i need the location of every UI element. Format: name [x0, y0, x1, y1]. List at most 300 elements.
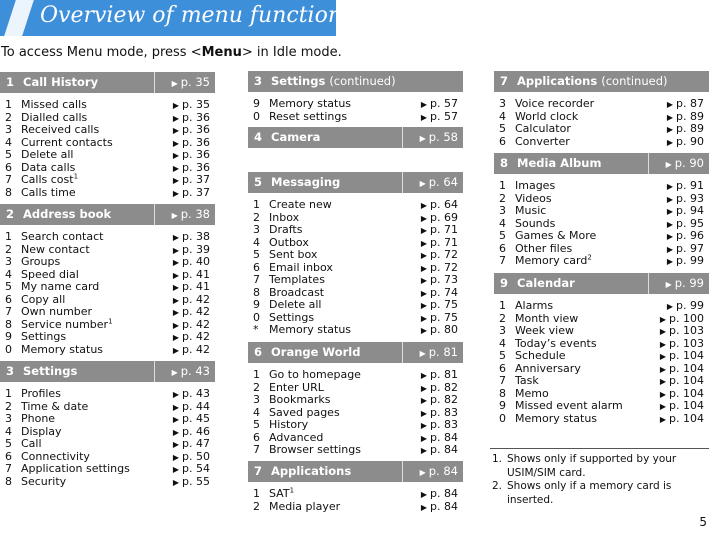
menu-item-list [248, 488, 463, 513]
section-name: Settings [23, 364, 78, 378]
arrow-right-icon: ▶ [420, 213, 428, 223]
menu-item-number: 4 [5, 424, 12, 438]
arrow-right-icon: ▶ [172, 415, 180, 424]
menu-item-number: 5 [253, 248, 260, 261]
footnote-mark: 1 [73, 172, 79, 181]
arrow-right-icon: ▶ [419, 134, 426, 143]
header-divider [154, 72, 155, 93]
menu-item-list [0, 388, 215, 488]
arrow-right-icon: ▶ [419, 349, 426, 358]
menu-item-page [654, 136, 704, 150]
menu-item-text: Phone [21, 412, 56, 425]
menu-item-number: 8 [5, 185, 12, 199]
menu-item-number: 9 [499, 399, 506, 412]
section-name: Applications [517, 74, 598, 88]
continued-label: (continued) [601, 74, 668, 88]
arrow-right-icon: ▶ [666, 100, 674, 109]
menu-item-page-ref: p. 84 [430, 430, 458, 444]
footnote-mark: 1 [289, 486, 295, 495]
section-name: Messaging [271, 175, 341, 189]
arrow-right-icon: ▶ [420, 408, 428, 418]
arrow-right-icon: ▶ [172, 308, 180, 317]
menu-item-text: Current contacts [21, 135, 113, 149]
menu-item-number: 6 [499, 134, 506, 148]
menu-item-text: Memory status [515, 411, 598, 425]
section-header [248, 127, 463, 148]
menu-item-text: Own number [21, 305, 93, 318]
menu-item-page [408, 324, 458, 338]
menu-item-list [494, 98, 709, 148]
menu-item-page-ref: p. 40 [182, 255, 210, 268]
menu-item-page-ref: p. 84 [430, 487, 458, 500]
menu-item-number: 1 [499, 179, 506, 192]
menu-item-text: Call [21, 437, 42, 450]
menu-item-page-ref: p. 82 [430, 393, 458, 406]
menu-item-page-ref: p. 89 [676, 109, 704, 123]
menu-item-number: 4 [5, 267, 12, 281]
section-header [248, 172, 463, 193]
menu-item-number: 6 [253, 260, 260, 274]
menu-item-page-ref: p. 71 [430, 235, 458, 249]
menu-item-text: Profiles [21, 387, 61, 400]
menu-item-text: Delete all [21, 148, 74, 161]
section-messaging [248, 172, 463, 337]
menu-item-page-ref: p. 44 [182, 399, 210, 413]
section-number: 5 [254, 175, 263, 189]
arrow-right-icon: ▶ [420, 288, 428, 298]
menu-item-page-ref: p. 91 [676, 179, 704, 192]
menu-item-text: Memory card [515, 254, 588, 267]
menu-item-text: Sounds [515, 216, 556, 230]
arrow-right-icon: ▶ [666, 257, 674, 266]
section-page [408, 342, 458, 364]
menu-item-number: * [253, 323, 259, 336]
menu-item-page-ref: p. 72 [430, 248, 458, 261]
menu-item-number: 5 [253, 418, 260, 431]
menu-item-page-ref: p. 36 [182, 110, 210, 124]
arrow-right-icon: ▶ [420, 433, 428, 443]
menu-item-number: 1 [253, 368, 260, 381]
menu-item-page [408, 111, 458, 125]
menu-item-text: Templates [269, 273, 325, 286]
menu-item-text: Media player [269, 499, 341, 513]
menu-item-page-ref: p. 84 [430, 499, 458, 513]
menu-item-text: Settings [21, 330, 67, 343]
menu-item-text: Service number [21, 317, 109, 331]
menu-item-number: 1 [5, 230, 12, 243]
arrow-right-icon: ▶ [172, 333, 180, 342]
menu-item-text: Settings [269, 310, 315, 324]
section-header [494, 71, 709, 92]
arrow-right-icon: ▶ [420, 276, 428, 285]
menu-item-page-ref: p. 42 [182, 317, 210, 331]
arrow-right-icon: ▶ [172, 151, 180, 160]
intro-after: > in Idle mode. [241, 45, 342, 60]
menu-item-text: Anniversary [515, 361, 581, 375]
menu-item-text: Missed calls [21, 98, 87, 111]
arrow-right-icon: ▶ [659, 377, 667, 386]
arrow-right-icon: ▶ [420, 313, 428, 323]
menu-item-text: Time & date [21, 399, 89, 413]
menu-item-number: 7 [499, 254, 506, 267]
section-number: 2 [6, 207, 15, 221]
section-name: Camera [271, 130, 321, 144]
section-number: 4 [254, 130, 263, 144]
section-page-ref: p. 81 [428, 345, 458, 359]
menu-item-number: 2 [5, 110, 12, 124]
footnote-text: Shows only if supported by your USIM/SIM card. [507, 453, 677, 479]
menu-item [248, 501, 463, 514]
section-header [248, 71, 463, 92]
menu-item-number: 6 [253, 430, 260, 444]
menu-item-page [408, 501, 458, 515]
menu-item-number: 4 [253, 235, 260, 249]
menu-item-number: 2 [253, 210, 260, 224]
section-number: 8 [500, 156, 509, 170]
arrow-right-icon: ▶ [420, 112, 428, 122]
menu-item-number: 4 [499, 216, 506, 230]
menu-item-number: 3 [5, 412, 12, 425]
menu-item-number: 3 [499, 97, 506, 110]
section-media-album [494, 153, 709, 268]
menu-item-number: 2 [5, 242, 12, 256]
menu-item-text: Inbox [269, 210, 300, 224]
section-name: Call History [23, 75, 99, 89]
arrow-right-icon: ▶ [172, 465, 180, 474]
footnote-mark: 2 [587, 253, 592, 262]
menu-item-page-ref: p. 93 [676, 191, 704, 205]
menu-item-page [160, 187, 210, 201]
arrow-right-icon: ▶ [172, 245, 180, 255]
menu-item-page-ref: p. 71 [430, 223, 458, 236]
footnote [492, 480, 712, 507]
menu-item-number: 5 [499, 229, 506, 242]
arrow-right-icon: ▶ [171, 211, 178, 220]
section-title [23, 361, 77, 382]
arrow-right-icon: ▶ [172, 113, 180, 123]
menu-item-page-ref: p. 42 [182, 292, 210, 306]
header-divider [648, 273, 649, 294]
menu-item-number: 8 [5, 317, 12, 331]
menu-item-label [21, 476, 66, 489]
menu-item-page-ref: p. 99 [676, 299, 704, 312]
menu-item-number: 8 [499, 386, 506, 400]
arrow-right-icon: ▶ [171, 79, 178, 88]
arrow-right-icon: ▶ [420, 490, 428, 499]
menu-item-page-ref: p. 47 [182, 437, 210, 450]
arrow-right-icon: ▶ [172, 233, 180, 242]
menu-item-number: 6 [5, 160, 12, 174]
menu-item-page-ref: p. 104 [669, 361, 704, 375]
menu-item-page-ref: p. 39 [182, 242, 210, 256]
menu-item-text: Display [21, 424, 62, 438]
section-title [517, 273, 575, 294]
menu-item-page-ref: p. 38 [182, 230, 210, 243]
menu-item-text: Speed dial [21, 267, 79, 281]
continued-label: (continued) [329, 74, 396, 88]
section-applications-continued [494, 71, 709, 148]
menu-item [248, 444, 463, 457]
section-header [0, 204, 215, 225]
menu-item-number: 0 [5, 342, 12, 356]
header-divider [154, 361, 155, 382]
arrow-right-icon: ▶ [172, 138, 180, 148]
arrow-right-icon: ▶ [666, 125, 674, 134]
menu-item-page-ref: p. 74 [430, 285, 458, 299]
menu-item-page-ref: p. 64 [430, 198, 458, 211]
section-page [408, 127, 458, 149]
menu-item-text: Calculator [515, 122, 571, 135]
menu-item-page-ref: p. 89 [676, 122, 704, 135]
menu-item-page-ref: p. 42 [182, 305, 210, 318]
footnote-number: 1. [492, 453, 503, 465]
menu-item-text: Memory status [21, 342, 104, 356]
section-title [271, 461, 351, 482]
section-header [248, 342, 463, 363]
menu-item-text: Broadcast [269, 285, 325, 299]
menu-item-text: Browser settings [269, 443, 361, 456]
section-title [23, 204, 111, 225]
menu-item-text: Alarms [515, 299, 554, 312]
arrow-right-icon: ▶ [172, 427, 180, 437]
menu-item-text: Calls time [21, 185, 76, 199]
menu-item-text: Delete all [269, 298, 322, 311]
arrow-right-icon: ▶ [419, 179, 426, 188]
section-name: Orange World [271, 345, 361, 359]
menu-item-text: Create new [269, 198, 332, 211]
menu-item-number: 3 [5, 123, 12, 136]
arrow-right-icon: ▶ [659, 339, 667, 349]
menu-item-text: Task [515, 374, 539, 387]
menu-item-text: Email inbox [269, 260, 333, 274]
menu-item-page-ref: p. 104 [669, 349, 704, 362]
section-page-ref: p. 64 [428, 175, 458, 189]
menu-item-number: 3 [499, 324, 506, 337]
arrow-right-icon: ▶ [172, 402, 180, 412]
arrow-right-icon: ▶ [659, 389, 667, 399]
menu-item-number: 2 [499, 191, 506, 205]
menu-item-text: Voice recorder [515, 97, 595, 110]
arrow-right-icon: ▶ [419, 468, 426, 477]
intro-before: To access Menu mode, press < [1, 45, 202, 60]
section-name: Applications [271, 464, 352, 478]
menu-item-page-ref: p. 96 [676, 229, 704, 242]
menu-item [494, 413, 709, 426]
menu-item-page-ref: p. 36 [182, 135, 210, 149]
menu-item-page-ref: p. 99 [676, 254, 704, 267]
menu-item-text: Drafts [269, 223, 303, 236]
menu-item-text: Received calls [21, 123, 100, 136]
section-name: Settings [271, 74, 326, 88]
menu-item-number: 0 [499, 411, 506, 425]
menu-item-page [654, 255, 704, 269]
arrow-right-icon: ▶ [172, 126, 180, 135]
menu-item-page-ref: p. 84 [430, 443, 458, 456]
menu-item-text: Week view [515, 324, 574, 337]
arrow-right-icon: ▶ [172, 258, 180, 267]
section-page-ref: p. 84 [428, 464, 458, 478]
arrow-right-icon: ▶ [172, 295, 180, 305]
menu-item [0, 344, 215, 357]
menu-item-number: 6 [499, 241, 506, 255]
section-calendar [494, 273, 709, 425]
menu-item-number: 6 [5, 292, 12, 306]
section-page-ref: p. 58 [428, 130, 458, 144]
menu-item-label [269, 444, 361, 457]
menu-item-text: New contact [21, 242, 90, 256]
menu-item-text: Reset settings [269, 109, 348, 123]
menu-item-text: Advanced [269, 430, 324, 444]
menu-item-page-ref: p. 73 [430, 273, 458, 286]
menu-item-number: 9 [253, 97, 260, 110]
arrow-right-icon: ▶ [659, 402, 667, 411]
arrow-right-icon: ▶ [172, 176, 180, 185]
arrow-right-icon: ▶ [666, 194, 674, 204]
arrow-right-icon: ▶ [666, 244, 674, 254]
menu-item-page-ref: p. 45 [182, 412, 210, 425]
menu-key: Menu [201, 45, 242, 60]
section-page-ref: p. 43 [180, 364, 210, 378]
menu-item-page-ref: p. 36 [182, 160, 210, 174]
arrow-right-icon: ▶ [420, 301, 428, 310]
section-number: 3 [6, 364, 15, 378]
section-title [271, 172, 340, 193]
section-settings [0, 361, 215, 488]
menu-item-number: 7 [499, 374, 506, 387]
arrow-right-icon: ▶ [659, 414, 667, 424]
menu-item-text: Other files [515, 241, 573, 255]
menu-item-number: 5 [5, 148, 12, 161]
section-header [248, 461, 463, 482]
menu-item-label [515, 255, 592, 268]
section-title [517, 71, 668, 92]
menu-item-page-ref: p. 80 [430, 323, 458, 336]
menu-item-page-ref: p. 41 [182, 280, 210, 293]
menu-item-text: Connectivity [21, 449, 90, 463]
section-page [654, 153, 704, 175]
menu-item-text: Search contact [21, 230, 104, 243]
menu-item-page-ref: p. 43 [182, 387, 210, 400]
menu-item-label [269, 324, 351, 337]
footnotes [492, 453, 712, 507]
section-name: Media Album [517, 156, 602, 170]
arrow-right-icon: ▶ [666, 182, 674, 191]
menu-item-page-ref: p. 42 [182, 330, 210, 343]
section-page-ref: p. 90 [674, 156, 704, 170]
menu-item-number: 3 [253, 393, 260, 406]
menu-item-page-ref: p. 90 [676, 134, 704, 148]
menu-item-text: Music [515, 204, 547, 217]
arrow-right-icon: ▶ [172, 320, 180, 330]
section-camera [248, 127, 463, 148]
section-number: 6 [254, 345, 263, 359]
menu-item-number: 2 [5, 399, 12, 413]
menu-item-text: SAT [269, 487, 290, 500]
menu-item-page-ref: p. 50 [182, 449, 210, 463]
menu-item-text: My name card [21, 280, 100, 293]
menu-item-label [21, 187, 76, 200]
menu-item-text: Groups [21, 255, 61, 268]
section-name: Calendar [517, 276, 575, 290]
menu-item-page-ref: p. 104 [669, 399, 704, 412]
section-title [271, 71, 396, 92]
menu-item-number: 7 [253, 443, 260, 456]
menu-item-number: 2 [253, 380, 260, 394]
arrow-right-icon: ▶ [666, 302, 674, 311]
section-call-history [0, 72, 215, 199]
menu-item-page-ref: p. 103 [669, 336, 704, 350]
section-header [0, 72, 215, 93]
arrow-right-icon: ▶ [172, 270, 180, 280]
menu-item-page-ref: p. 46 [182, 424, 210, 438]
menu-item-number: 6 [5, 449, 12, 463]
arrow-right-icon: ▶ [666, 232, 674, 241]
menu-item-label [515, 413, 597, 426]
header-divider [402, 127, 403, 148]
menu-item-page-ref: p. 41 [182, 267, 210, 281]
menu-item-number: 5 [499, 349, 506, 362]
menu-item-text: World clock [515, 109, 579, 123]
section-page [408, 461, 458, 483]
arrow-right-icon: ▶ [420, 371, 428, 380]
section-settings-continued [248, 71, 463, 123]
menu-item-number: 3 [5, 255, 12, 268]
section-applications [248, 461, 463, 513]
arrow-right-icon: ▶ [659, 352, 667, 361]
menu-item-text: Games & More [515, 229, 597, 242]
menu-item-page-ref: p. 75 [430, 298, 458, 311]
footnote [492, 453, 712, 480]
section-page-ref: p. 35 [180, 75, 210, 89]
arrow-right-icon: ▶ [420, 502, 428, 512]
banner-stripe [4, 0, 34, 36]
section-header [0, 361, 215, 382]
menu-item-page-ref: p. 37 [182, 185, 210, 199]
arrow-right-icon: ▶ [666, 207, 674, 216]
menu-item-list [494, 180, 709, 268]
section-page [408, 172, 458, 194]
section-page [654, 273, 704, 295]
footnote-rule [490, 448, 709, 449]
menu-item-page-ref: p. 72 [430, 260, 458, 274]
menu-item-page-ref: p. 36 [182, 148, 210, 161]
menu-item-text: Copy all [21, 292, 66, 306]
menu-item-text: Month view [515, 311, 579, 325]
menu-item-text: History [269, 418, 309, 431]
section-number: 3 [254, 74, 263, 88]
menu-item-page-ref: p. 35 [182, 98, 210, 111]
menu-item-number: 1 [253, 198, 260, 211]
menu-item-number: 3 [499, 204, 506, 217]
arrow-right-icon: ▶ [420, 326, 428, 335]
section-orange-world [248, 342, 463, 457]
menu-item-page-ref: p. 83 [430, 418, 458, 431]
menu-item-text: Application settings [21, 462, 130, 475]
menu-item-text: Converter [515, 134, 570, 148]
menu-item-label [21, 344, 103, 357]
menu-item-text: Dialled calls [21, 110, 88, 124]
arrow-right-icon: ▶ [420, 201, 428, 210]
menu-item-number: 5 [5, 437, 12, 450]
menu-item-page [654, 413, 704, 427]
arrow-right-icon: ▶ [172, 101, 180, 110]
page-title: Overview of menu functions [40, 3, 354, 28]
arrow-right-icon: ▶ [420, 251, 428, 260]
menu-item-number: 1 [5, 387, 12, 400]
menu-item-page-ref: p. 104 [669, 411, 704, 425]
arrow-right-icon: ▶ [420, 226, 428, 235]
arrow-right-icon: ▶ [172, 283, 180, 292]
